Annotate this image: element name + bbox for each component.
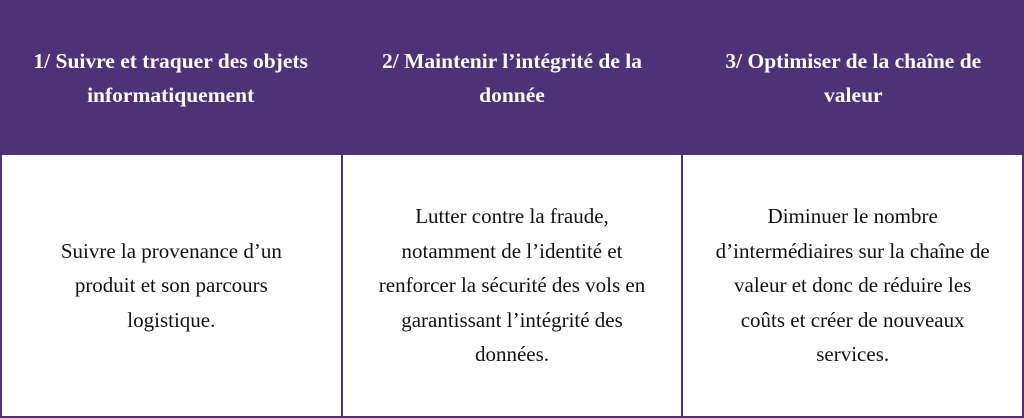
table-header-row: [0, 0, 1024, 155]
header-cell-data-integrity: 2/ Maintenir l’intégrité de la donnée: [382, 48, 642, 107]
body-cell-data-integrity: Lutter contre la fraude, notamment de l’identité et renforcer la sécurité des vols en garantissant l’intégrité des données.: [341, 155, 682, 416]
header-cell-track-objects: 1/ Suivre et traquer des objets informatiquement: [33, 48, 308, 107]
body-cell-value-chain: Diminuer le nombre d’intermédiaires sur la chaîne de valeur et donc de réduire les coûts et créer de nouveaux services.: [681, 155, 1022, 416]
header-cell-value-chain: 3/ Optimiser de la chaîne de valeur: [725, 48, 982, 107]
table-row: [0, 155, 1024, 418]
body-cell-track-objects: Suivre la provenance d’un produit et son parcours logistique.: [60, 238, 282, 332]
